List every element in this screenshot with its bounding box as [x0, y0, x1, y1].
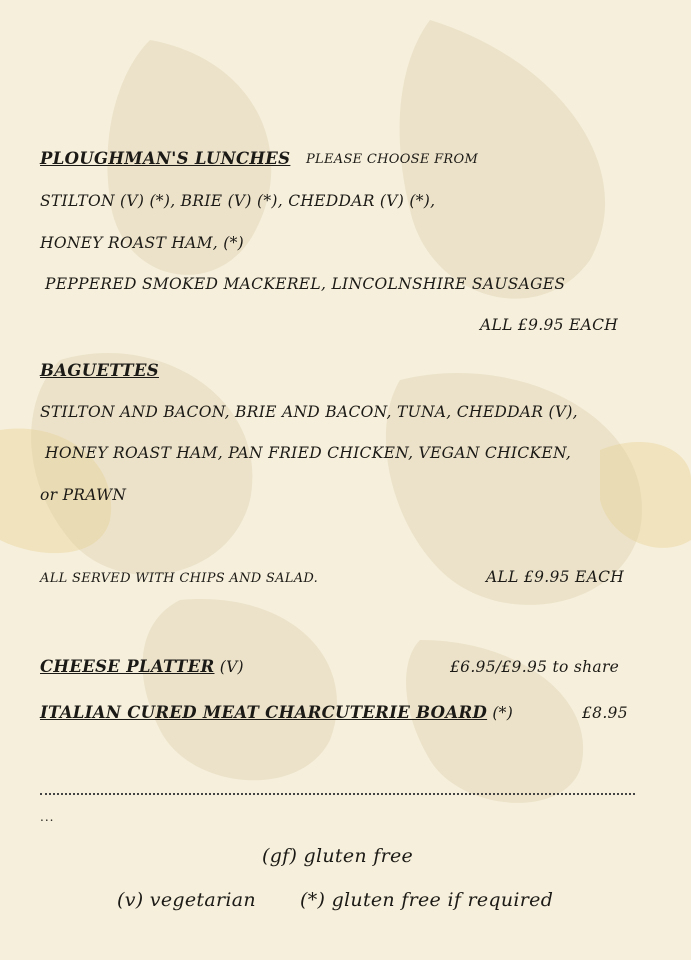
baguettes-served-note: ALL SERVED WITH CHIPS AND SALAD. [40, 571, 319, 586]
baguettes-heading: BAGUETTES [40, 361, 159, 380]
charcuterie-price: £8.95 [582, 704, 628, 722]
charcuterie-tag: (*) [492, 704, 514, 722]
cheese-platter-name: CHEESE PLATTER [40, 657, 215, 676]
legend-gluten-free: (gf) gluten free [262, 845, 414, 867]
baguettes-options-line-1: STILTON AND BACON, BRIE AND BACON, TUNA, CHEDDAR (V), [40, 403, 578, 421]
cheese-platter-row [40, 657, 244, 676]
baguettes-price: ALL £9.95 EACH [486, 568, 625, 586]
divider-tail: ... [40, 810, 55, 824]
dotted-divider [40, 793, 635, 795]
legend-gluten-free-if-required: (*) gluten free if required [300, 889, 554, 911]
ploughmans-options-line-2: HONEY ROAST HAM, (*) [40, 234, 244, 252]
ploughmans-price: ALL £9.95 EACH [480, 316, 619, 334]
charcuterie-row [40, 703, 513, 722]
ploughmans-options-line-1: STILTON (V) (*), BRIE (V) (*), CHEDDAR (V) (*), [40, 192, 436, 210]
ploughmans-options-line-3: PEPPERED SMOKED MACKEREL, LINCOLNSHIRE SAUSAGES [45, 275, 566, 293]
ploughmans-heading: PLOUGHMAN'S LUNCHES [40, 149, 291, 168]
ploughmans-subheading: PLEASE CHOOSE FROM [306, 152, 479, 167]
baguettes-options-line-3: or PRAWN [40, 486, 127, 504]
cheese-platter-price: £6.95/£9.95 to share [450, 658, 620, 676]
baguettes-options-line-2: HONEY ROAST HAM, PAN FRIED CHICKEN, VEGAN CHICKEN, [45, 444, 572, 462]
cheese-platter-tag: (V) [219, 658, 244, 676]
legend-vegetarian: (v) vegetarian [117, 889, 256, 911]
charcuterie-name: ITALIAN CURED MEAT CHARCUTERIE BOARD [40, 703, 488, 722]
